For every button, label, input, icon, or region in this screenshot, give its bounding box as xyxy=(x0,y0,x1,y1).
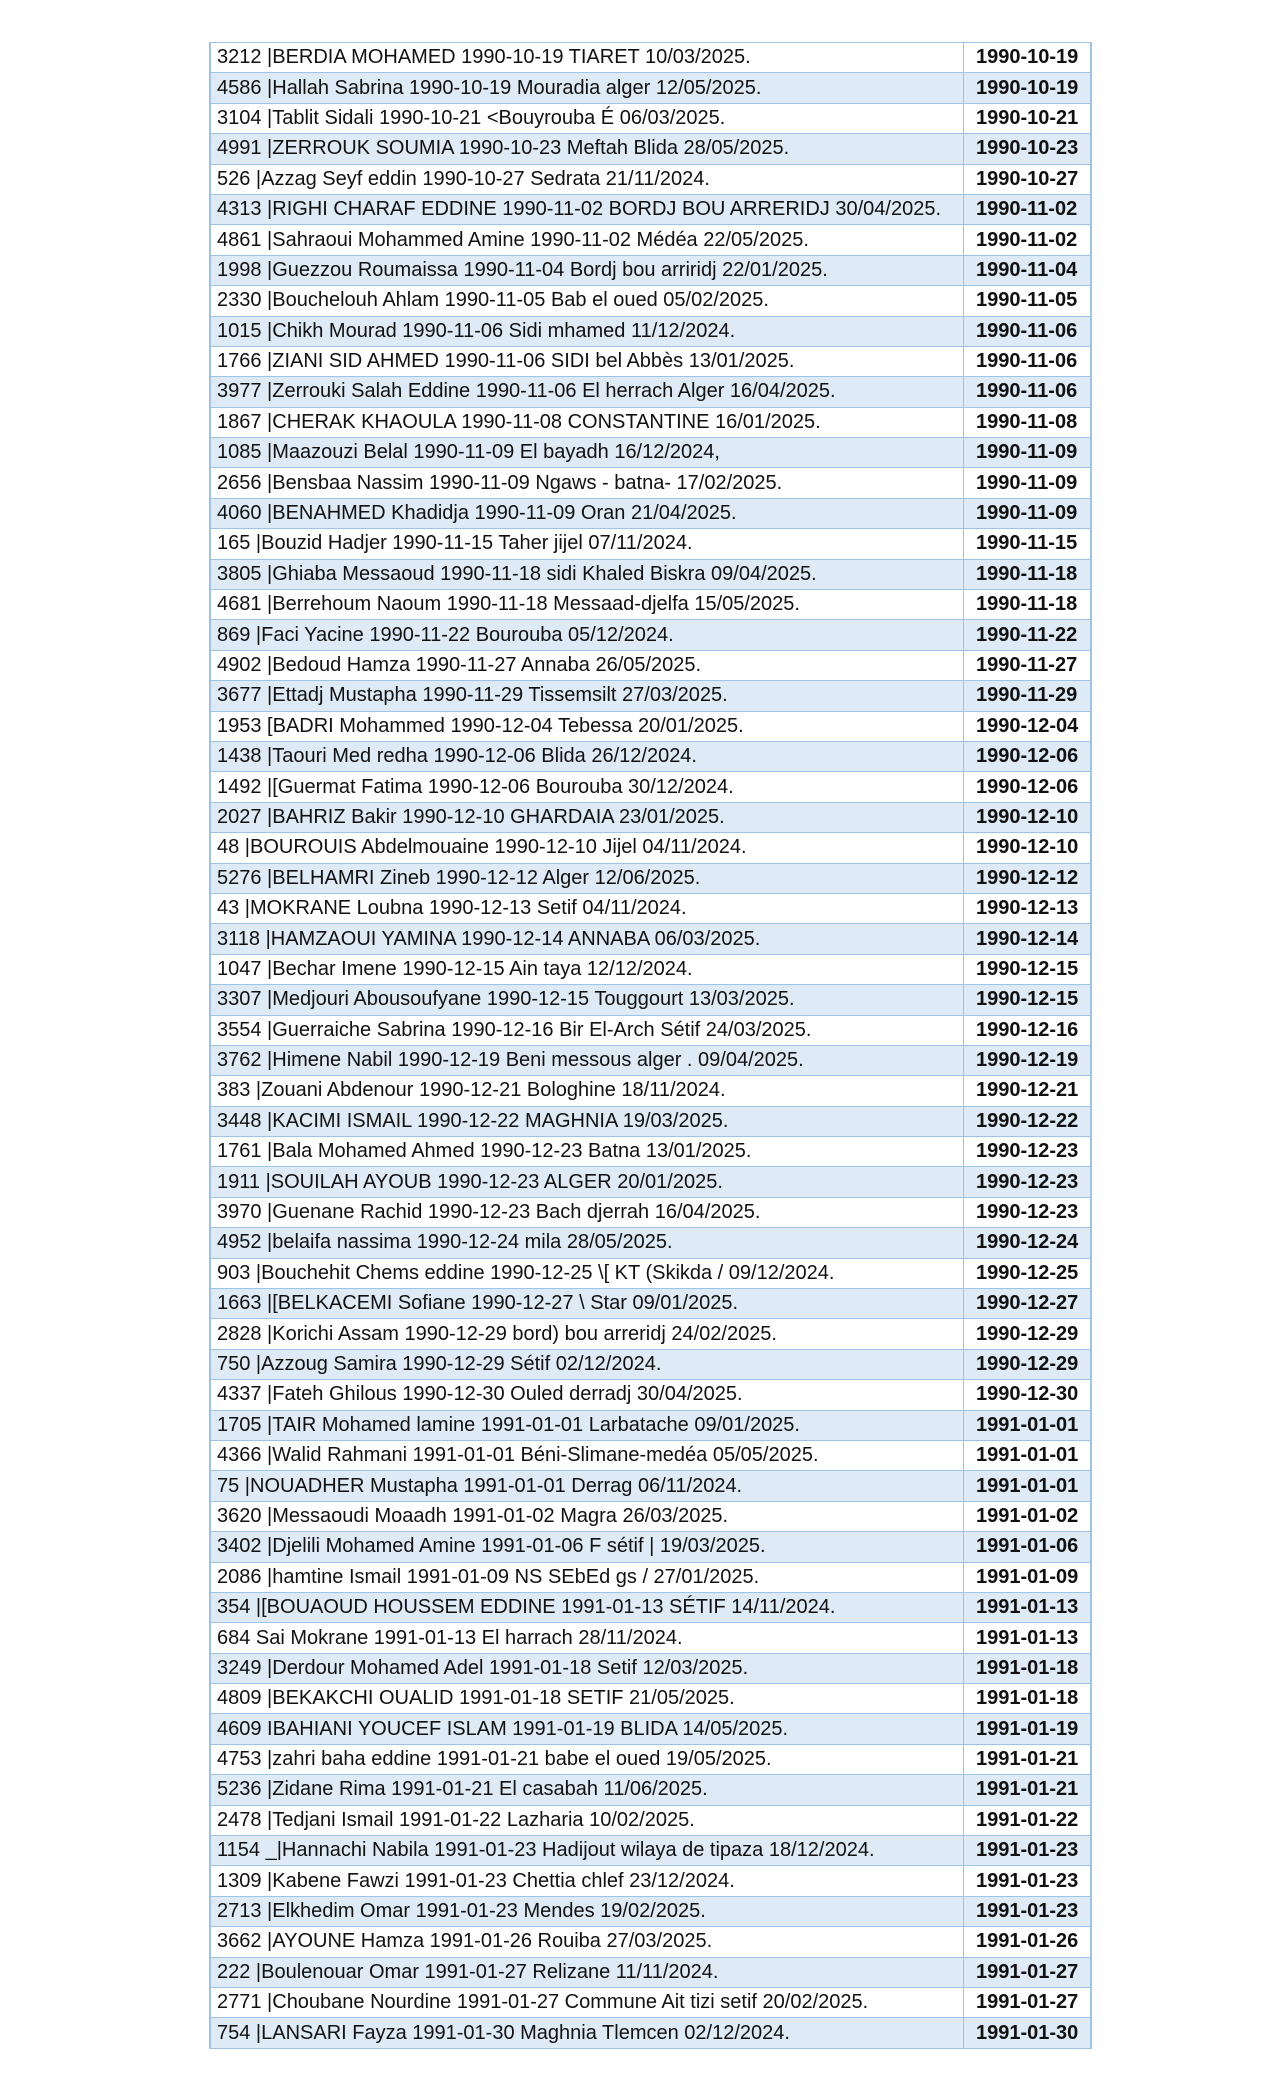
record-text-cell: 4861 |Sahraoui Mohammed Amine 1990-11-02 Médéa 22/05/2025. xyxy=(210,225,964,255)
record-date-cell: 1990-12-15 xyxy=(964,985,1092,1015)
table-row xyxy=(210,650,1091,680)
record-text-cell: 1015 |Chikh Mourad 1990-11-06 Sidi mhamed 11/12/2024. xyxy=(210,316,964,346)
record-text-cell: 4586 |Hallah Sabrina 1990-10-19 Mouradia alger 12/05/2025. xyxy=(210,73,964,103)
record-date-cell: 1990-11-18 xyxy=(964,559,1092,589)
record-date-cell: 1990-11-09 xyxy=(964,498,1092,528)
record-text-cell: 3448 |KACIMI ISMAIL 1990-12-22 MAGHNIA 19/03/2025. xyxy=(210,1106,964,1136)
record-date-cell: 1990-11-05 xyxy=(964,286,1092,316)
record-date-cell: 1990-11-22 xyxy=(964,620,1092,650)
table-row xyxy=(210,1744,1091,1774)
record-date-cell: 1991-01-27 xyxy=(964,1957,1092,1987)
record-date-cell: 1991-01-01 xyxy=(964,1440,1092,1470)
record-text-cell: 4902 |Bedoud Hamza 1990-11-27 Annaba 26/05/2025. xyxy=(210,650,964,680)
record-text-cell: 4991 |ZERROUK SOUMIA 1990-10-23 Meftah Blida 28/05/2025. xyxy=(210,134,964,164)
record-text-cell: 4952 |belaifa nassima 1990-12-24 mila 28/05/2025. xyxy=(210,1228,964,1258)
table-row xyxy=(210,529,1091,559)
record-date-cell: 1991-01-23 xyxy=(964,1836,1092,1866)
table-row xyxy=(210,1380,1091,1410)
records-table xyxy=(209,42,1092,2049)
record-date-cell: 1990-11-27 xyxy=(964,650,1092,680)
record-text-cell: 1911 |SOUILAH AYOUB 1990-12-23 ALGER 20/01/2025. xyxy=(210,1167,964,1197)
table-row xyxy=(210,1562,1091,1592)
table-row xyxy=(210,1896,1091,1926)
table-row xyxy=(210,1440,1091,1470)
table-row xyxy=(210,468,1091,498)
record-text-cell: 1492 |[Guermat Fatima 1990-12-06 Bourouba 30/12/2024. xyxy=(210,772,964,802)
record-date-cell: 1990-10-23 xyxy=(964,134,1092,164)
record-text-cell: 222 |Boulenouar Omar 1991-01-27 Relizane 11/11/2024. xyxy=(210,1957,964,1987)
table-row xyxy=(210,924,1091,954)
record-text-cell: 2713 |Elkhedim Omar 1991-01-23 Mendes 19/02/2025. xyxy=(210,1896,964,1926)
table-row xyxy=(210,346,1091,376)
record-date-cell: 1990-12-10 xyxy=(964,833,1092,863)
table-row xyxy=(210,498,1091,528)
table-row xyxy=(210,194,1091,224)
table-row xyxy=(210,286,1091,316)
record-text-cell: 3805 |Ghiaba Messaoud 1990-11-18 sidi Khaled Biskra 09/04/2025. xyxy=(210,559,964,589)
table-row xyxy=(210,43,1091,73)
record-date-cell: 1990-12-24 xyxy=(964,1228,1092,1258)
record-date-cell: 1990-12-06 xyxy=(964,772,1092,802)
record-text-cell: 2828 |Korichi Assam 1990-12-29 bord) bou arreridj 24/02/2025. xyxy=(210,1319,964,1349)
table-row xyxy=(210,741,1091,771)
table-row xyxy=(210,1684,1091,1714)
record-date-cell: 1991-01-23 xyxy=(964,1866,1092,1896)
table-row xyxy=(210,590,1091,620)
table-row xyxy=(210,1471,1091,1501)
record-date-cell: 1991-01-22 xyxy=(964,1805,1092,1835)
record-text-cell: 2086 |hamtine Ismail 1991-01-09 NS SEbEd gs / 27/01/2025. xyxy=(210,1562,964,1592)
record-date-cell: 1991-01-06 xyxy=(964,1532,1092,1562)
table-row xyxy=(210,1289,1091,1319)
table-row xyxy=(210,1775,1091,1805)
record-text-cell: 4681 |Berrehoum Naoum 1990-11-18 Messaad-djelfa 15/05/2025. xyxy=(210,590,964,620)
table-row xyxy=(210,681,1091,711)
table-row xyxy=(210,1076,1091,1106)
table-row xyxy=(210,1714,1091,1744)
record-date-cell: 1991-01-18 xyxy=(964,1684,1092,1714)
record-date-cell: 1990-11-15 xyxy=(964,529,1092,559)
record-text-cell: 75 |NOUADHER Mustapha 1991-01-01 Derrag 06/11/2024. xyxy=(210,1471,964,1501)
table-row xyxy=(210,2018,1091,2048)
table-row xyxy=(210,1106,1091,1136)
table-row xyxy=(210,1319,1091,1349)
record-text-cell: 3212 |BERDIA MOHAMED 1990-10-19 TIARET 10/03/2025. xyxy=(210,43,964,73)
record-text-cell: 3118 |HAMZAOUI YAMINA 1990-12-14 ANNABA 06/03/2025. xyxy=(210,924,964,954)
record-date-cell: 1990-11-09 xyxy=(964,438,1092,468)
record-text-cell: 354 |[BOUAOUD HOUSSEM EDDINE 1991-01-13 SÉTIF 14/11/2024. xyxy=(210,1592,964,1622)
table-row xyxy=(210,1532,1091,1562)
record-text-cell: 43 |MOKRANE Loubna 1990-12-13 Setif 04/11/2024. xyxy=(210,893,964,923)
table-row xyxy=(210,255,1091,285)
record-text-cell: 684 Sai Mokrane 1991-01-13 El harrach 28/11/2024. xyxy=(210,1623,964,1653)
record-date-cell: 1990-10-21 xyxy=(964,103,1092,133)
table-row xyxy=(210,1410,1091,1440)
record-text-cell: 4753 |zahri baha eddine 1991-01-21 babe el oued 19/05/2025. xyxy=(210,1744,964,1774)
record-date-cell: 1990-12-22 xyxy=(964,1106,1092,1136)
record-text-cell: 903 |Bouchehit Chems eddine 1990-12-25 \[ KT (Skikda / 09/12/2024. xyxy=(210,1258,964,1288)
record-date-cell: 1991-01-02 xyxy=(964,1501,1092,1531)
table-row xyxy=(210,893,1091,923)
record-date-cell: 1991-01-18 xyxy=(964,1653,1092,1683)
record-date-cell: 1990-12-16 xyxy=(964,1015,1092,1045)
record-text-cell: 1154 _|Hannachi Nabila 1991-01-23 Hadijout wilaya de tipaza 18/12/2024. xyxy=(210,1836,964,1866)
record-text-cell: 4313 |RIGHI CHARAF EDDINE 1990-11-02 BORDJ BOU ARRERIDJ 30/04/2025. xyxy=(210,194,964,224)
record-date-cell: 1990-12-23 xyxy=(964,1197,1092,1227)
record-date-cell: 1990-11-29 xyxy=(964,681,1092,711)
record-date-cell: 1990-12-15 xyxy=(964,954,1092,984)
record-text-cell: 750 |Azzoug Samira 1990-12-29 Sétif 02/12/2024. xyxy=(210,1349,964,1379)
table-row xyxy=(210,985,1091,1015)
record-date-cell: 1991-01-01 xyxy=(964,1410,1092,1440)
record-date-cell: 1990-11-04 xyxy=(964,255,1092,285)
table-row xyxy=(210,1653,1091,1683)
record-text-cell: 1085 |Maazouzi Belal 1990-11-09 El bayadh 16/12/2024, xyxy=(210,438,964,468)
record-text-cell: 1663 |[BELKACEMI Sofiane 1990-12-27 \ Star 09/01/2025. xyxy=(210,1289,964,1319)
table-row xyxy=(210,438,1091,468)
record-date-cell: 1990-12-04 xyxy=(964,711,1092,741)
record-date-cell: 1990-11-06 xyxy=(964,316,1092,346)
table-row xyxy=(210,225,1091,255)
record-date-cell: 1991-01-13 xyxy=(964,1623,1092,1653)
record-text-cell: 1047 |Bechar Imene 1990-12-15 Ain taya 12/12/2024. xyxy=(210,954,964,984)
record-date-cell: 1991-01-09 xyxy=(964,1562,1092,1592)
record-text-cell: 1705 |TAIR Mohamed lamine 1991-01-01 Larbatache 09/01/2025. xyxy=(210,1410,964,1440)
record-text-cell: 1766 |ZIANI SID AHMED 1990-11-06 SIDI bel Abbès 13/01/2025. xyxy=(210,346,964,376)
record-text-cell: 1867 |CHERAK KHAOULA 1990-11-08 CONSTANTINE 16/01/2025. xyxy=(210,407,964,437)
record-text-cell: 1438 |Taouri Med redha 1990-12-06 Blida 26/12/2024. xyxy=(210,741,964,771)
table-row xyxy=(210,134,1091,164)
table-row xyxy=(210,620,1091,650)
table-row xyxy=(210,1988,1091,2018)
record-date-cell: 1990-10-19 xyxy=(964,43,1092,73)
table-row xyxy=(210,802,1091,832)
record-date-cell: 1991-01-01 xyxy=(964,1471,1092,1501)
record-text-cell: 3970 |Guenane Rachid 1990-12-23 Bach djerrah 16/04/2025. xyxy=(210,1197,964,1227)
table-row xyxy=(210,1866,1091,1896)
record-text-cell: 3307 |Medjouri Abousoufyane 1990-12-15 Touggourt 13/03/2025. xyxy=(210,985,964,1015)
record-date-cell: 1991-01-26 xyxy=(964,1927,1092,1957)
table-row xyxy=(210,863,1091,893)
table-row xyxy=(210,1836,1091,1866)
record-date-cell: 1990-12-12 xyxy=(964,863,1092,893)
table-row xyxy=(210,1015,1091,1045)
record-text-cell: 4809 |BEKAKCHI OUALID 1991-01-18 SETIF 21/05/2025. xyxy=(210,1684,964,1714)
table-row xyxy=(210,103,1091,133)
record-text-cell: 2478 |Tedjani Ismail 1991-01-22 Lazharia 10/02/2025. xyxy=(210,1805,964,1835)
table-row xyxy=(210,1592,1091,1622)
record-date-cell: 1991-01-21 xyxy=(964,1744,1092,1774)
record-date-cell: 1990-12-27 xyxy=(964,1289,1092,1319)
record-text-cell: 4060 |BENAHMED Khadidja 1990-11-09 Oran 21/04/2025. xyxy=(210,498,964,528)
table-row xyxy=(210,73,1091,103)
record-text-cell: 3677 |Ettadj Mustapha 1990-11-29 Tissemsilt 27/03/2025. xyxy=(210,681,964,711)
record-date-cell: 1990-11-18 xyxy=(964,590,1092,620)
record-date-cell: 1990-12-29 xyxy=(964,1349,1092,1379)
table-row xyxy=(210,1137,1091,1167)
record-date-cell: 1990-10-19 xyxy=(964,73,1092,103)
table-row xyxy=(210,1957,1091,1987)
record-text-cell: 165 |Bouzid Hadjer 1990-11-15 Taher jijel 07/11/2024. xyxy=(210,529,964,559)
record-text-cell: 1761 |Bala Mohamed Ahmed 1990-12-23 Batna 13/01/2025. xyxy=(210,1137,964,1167)
record-text-cell: 754 |LANSARI Fayza 1991-01-30 Maghnia Tlemcen 02/12/2024. xyxy=(210,2018,964,2048)
record-text-cell: 3249 |Derdour Mohamed Adel 1991-01-18 Setif 12/03/2025. xyxy=(210,1653,964,1683)
record-text-cell: 3104 |Tablit Sidali 1990-10-21 <Bouyrouba É 06/03/2025. xyxy=(210,103,964,133)
table-row xyxy=(210,833,1091,863)
record-text-cell: 1309 |Kabene Fawzi 1991-01-23 Chettia chlef 23/12/2024. xyxy=(210,1866,964,1896)
record-date-cell: 1990-11-08 xyxy=(964,407,1092,437)
record-text-cell: 5236 |Zidane Rima 1991-01-21 El casabah 11/06/2025. xyxy=(210,1775,964,1805)
record-date-cell: 1990-12-25 xyxy=(964,1258,1092,1288)
table-row xyxy=(210,1349,1091,1379)
record-date-cell: 1990-12-14 xyxy=(964,924,1092,954)
table-row xyxy=(210,164,1091,194)
record-date-cell: 1990-11-06 xyxy=(964,377,1092,407)
record-text-cell: 1953 [BADRI Mohammed 1990-12-04 Tebessa 20/01/2025. xyxy=(210,711,964,741)
record-date-cell: 1991-01-19 xyxy=(964,1714,1092,1744)
record-text-cell: 3620 |Messaoudi Moaadh 1991-01-02 Magra 26/03/2025. xyxy=(210,1501,964,1531)
record-date-cell: 1990-12-23 xyxy=(964,1137,1092,1167)
record-text-cell: 4337 |Fateh Ghilous 1990-12-30 Ouled derradj 30/04/2025. xyxy=(210,1380,964,1410)
record-date-cell: 1990-11-02 xyxy=(964,194,1092,224)
record-date-cell: 1990-12-13 xyxy=(964,893,1092,923)
record-date-cell: 1990-12-19 xyxy=(964,1045,1092,1075)
record-text-cell: 2330 |Bouchelouh Ahlam 1990-11-05 Bab el oued 05/02/2025. xyxy=(210,286,964,316)
table-row xyxy=(210,1258,1091,1288)
table-row xyxy=(210,954,1091,984)
record-date-cell: 1990-12-23 xyxy=(964,1167,1092,1197)
record-text-cell: 2771 |Choubane Nourdine 1991-01-27 Commune Ait tizi setif 20/02/2025. xyxy=(210,1988,964,2018)
table-row xyxy=(210,1228,1091,1258)
record-date-cell: 1990-12-06 xyxy=(964,741,1092,771)
record-text-cell: 2656 |Bensbaa Nassim 1990-11-09 Ngaws - batna- 17/02/2025. xyxy=(210,468,964,498)
record-text-cell: 1998 |Guezzou Roumaissa 1990-11-04 Bordj bou arriridj 22/01/2025. xyxy=(210,255,964,285)
record-text-cell: 383 |Zouani Abdenour 1990-12-21 Bologhine 18/11/2024. xyxy=(210,1076,964,1106)
table-row xyxy=(210,1045,1091,1075)
record-date-cell: 1990-12-30 xyxy=(964,1380,1092,1410)
record-text-cell: 2027 |BAHRIZ Bakir 1990-12-10 GHARDAIA 23/01/2025. xyxy=(210,802,964,832)
table-row xyxy=(210,1501,1091,1531)
record-text-cell: 526 |Azzag Seyf eddin 1990-10-27 Sedrata 21/11/2024. xyxy=(210,164,964,194)
table-row xyxy=(210,1197,1091,1227)
record-text-cell: 4609 IBAHIANI YOUCEF ISLAM 1991-01-19 BLIDA 14/05/2025. xyxy=(210,1714,964,1744)
record-date-cell: 1991-01-27 xyxy=(964,1988,1092,2018)
table-row xyxy=(210,1167,1091,1197)
record-text-cell: 4366 |Walid Rahmani 1991-01-01 Béni-Slimane-medéa 05/05/2025. xyxy=(210,1440,964,1470)
table-row xyxy=(210,559,1091,589)
record-text-cell: 3977 |Zerrouki Salah Eddine 1990-11-06 El herrach Alger 16/04/2025. xyxy=(210,377,964,407)
record-text-cell: 3554 |Guerraiche Sabrina 1990-12-16 Bir El-Arch Sétif 24/03/2025. xyxy=(210,1015,964,1045)
record-date-cell: 1991-01-13 xyxy=(964,1592,1092,1622)
record-text-cell: 5276 |BELHAMRI Zineb 1990-12-12 Alger 12/06/2025. xyxy=(210,863,964,893)
record-date-cell: 1991-01-21 xyxy=(964,1775,1092,1805)
table-row xyxy=(210,1927,1091,1957)
record-date-cell: 1990-11-02 xyxy=(964,225,1092,255)
record-text-cell: 3762 |Himene Nabil 1990-12-19 Beni messous alger . 09/04/2025. xyxy=(210,1045,964,1075)
table-row xyxy=(210,407,1091,437)
record-text-cell: 3662 |AYOUNE Hamza 1991-01-26 Rouiba 27/03/2025. xyxy=(210,1927,964,1957)
table-row xyxy=(210,377,1091,407)
records-table-body xyxy=(210,43,1091,2049)
table-row xyxy=(210,711,1091,741)
record-text-cell: 3402 |Djelili Mohamed Amine 1991-01-06 F sétif | 19/03/2025. xyxy=(210,1532,964,1562)
record-date-cell: 1990-12-29 xyxy=(964,1319,1092,1349)
record-date-cell: 1990-11-06 xyxy=(964,346,1092,376)
table-row xyxy=(210,316,1091,346)
table-row xyxy=(210,772,1091,802)
record-date-cell: 1991-01-30 xyxy=(964,2018,1092,2048)
record-date-cell: 1990-12-21 xyxy=(964,1076,1092,1106)
record-date-cell: 1991-01-23 xyxy=(964,1896,1092,1926)
record-text-cell: 869 |Faci Yacine 1990-11-22 Bourouba 05/12/2024. xyxy=(210,620,964,650)
record-date-cell: 1990-12-10 xyxy=(964,802,1092,832)
record-date-cell: 1990-10-27 xyxy=(964,164,1092,194)
table-row xyxy=(210,1805,1091,1835)
record-text-cell: 48 |BOUROUIS Abdelmouaine 1990-12-10 Jijel 04/11/2024. xyxy=(210,833,964,863)
record-date-cell: 1990-11-09 xyxy=(964,468,1092,498)
table-row xyxy=(210,1623,1091,1653)
